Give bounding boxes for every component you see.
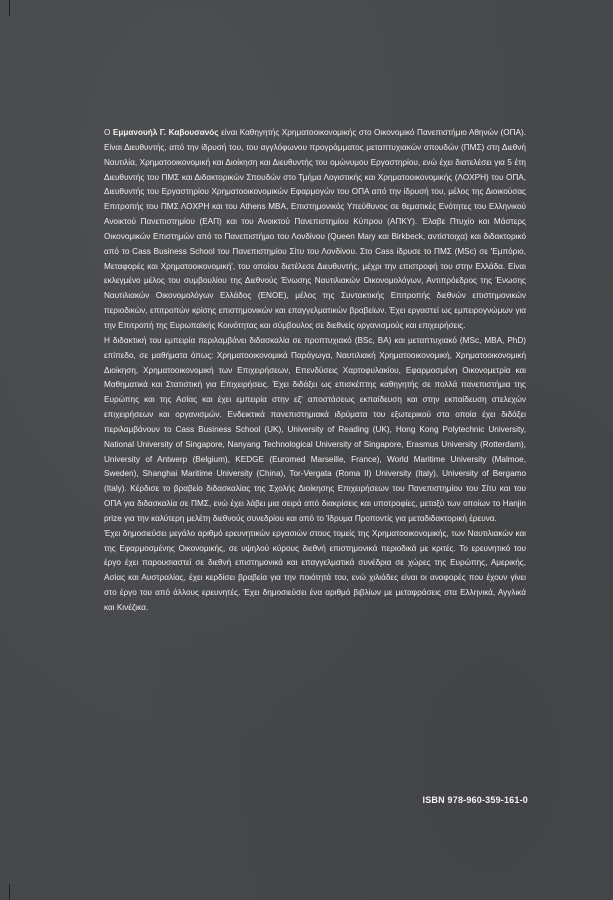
- teaching-paragraph: Η διδακτική του εμπειρία περιλαμβάνει διδασκαλία σε προπτυχιακό (BSc, BA) και μεταπτυχιακό (MSc, MBA, PhD) επίπεδο, σε μαθήματα όπως: Χρηματοοικονομικά Παράγωγα, Ναυτιλιακή Χρηματοοικονομική, Χρηματοοικονομική Διοίκηση, Χρηματοοικονομική των Επιχειρήσεων, Επενδύσεις Χαρτοφυλακίου, Εφαρμοσμένη Οικονομετρία και Μαθηματικά και Στατιστική για Επιχειρήσεις. Έχει διδάξει ως επισκέπτης καθηγητής σε πολλά πανεπιστήμια της Ευρώπης και της Ασίας και έχει εμπειρία στην εξ' αποστάσεως εκπαίδευση και στην εκπαίδευση στελεχών επιχειρήσεων και οργανισμών. Ενδεικτικά πανεπιστημιακά ιδρύματα του εξωτερικού στα οποία έχει διδάξει περιλαμβάνουν το Cass Business School (UK), University of Reading (UK), Hong Kong Polytechnic University, National University of Singapore, Nanyang Technological University of Singapore, Erasmus University (Rotterdam), University of Antwerp (Belgium), KEDGE (Euromed Marseille, France), World Maritime University (Malmoe, Sweden), Shanghai Maritime University (China), Tor-Vergata (Roma II) University (Italy), University of Bergamo (Italy). Κέρδισε το βραβείο διδασκαλίας της Σχολής Διοίκησης Επιχειρήσεων του Πανεπιστημίου του Σίτυ και του ΟΠΑ για διδασκαλία σε ΠΜΣ, ενώ έχει λάβει μια σειρά από διακρίσεις και υποτροφίες, μεταξύ των οποίων το Hanjin prize για την καλύτερη μελέτη διεθνούς συνεδρίου και από το Ίδρυμα Προποντίς για μεταδιδακτορική έρευνα.: [104, 335, 526, 523]
- research-paragraph: Έχει δημοσιεύσει μεγάλο αριθμό ερευνητικών εργασιών στους τομείς της Χρηματοοικονομικής, των Ναυτιλιακών και της Εφαρμοσμένης Οικονομικής, σε υψηλού κύρους διεθνή επιστημονικά περιοδικά με κριτές. Το ερευνητικό του έργο έχει παρουσιαστεί σε διεθνή επιστημονικά και επαγγελματικά συνέδρια σε χώρες της Ευρώπης, Αμερικής, Ασίας και Αυστραλίας, έχει κερδίσει βραβεία για την ποιότητά του, ενώ χιλιάδες είναι οι αναφορές που έχουν γίνει στο έργο του από άλλους ερευνητές. Έχει δημοσιεύσει ένα αριθμό βιβλίων με μεταφράσεις στα Ελληνικά, Αγγλικά και Κινέζικα.: [104, 528, 526, 612]
- bio-paragraph: [104, 126, 526, 334]
- bio-prefix: Ο: [104, 128, 113, 137]
- crop-mark-bottom: [9, 884, 10, 900]
- isbn-number: ISBN 978-960-359-161-0: [422, 795, 528, 805]
- author-name: Εμμανουήλ Γ. Καβουσανός: [112, 128, 219, 137]
- author-biography: [104, 126, 526, 616]
- bio-text: είναι Καθηγητής Χρηματοοικονομικής στο Οικονομικό Πανεπιστήμιο Αθηνών (ΟΠΑ). Είναι Διευθυντής, από την ίδρυσή του, του αγγλόφωνου προγράμματος μεταπτυχιακών σπουδών (ΠΜΣ) στη Διεθνή Ναυτιλία, Χρηματοοικονομική και Διοίκηση και Διευθυντής του ομώνυμου Εργαστηρίου, ενώ έχει διατελέσει για 5 έτη Διευθυντής του ΠΜΣ και Διδακτορικών Σπουδών στο Τμήμα Λογιστικής και Χρηματοοικονομικής (ΛΟΧΡΗ) του ΟΠΑ, Διευθυντής του Εργαστηρίου Χρηματοοικονομικών Εφαρμογών του ΟΠΑ από την ίδρυσή του, μέλος της Διοικούσας Επιτροπής του ΠΜΣ ΛΟΧΡΗ και του Athens MBA, Επιστημονικός Υπεύθυνος σε θεματικές Ενότητες του Ελληνικού Ανοικτού Πανεπιστημίου (ΕΑΠ) και του Ανοικτού Πανεπιστημίου Κύπρου (ΑΠΚΥ). Έλαβε Πτυχίο και Μάστερς Οικονομικών Επιστημών από το Πανεπιστήμιο του Λονδίνου (Queen Mary και Birkbeck, αντίστοιχα) και διδακτορικό από το Cass Business School του Πανεπιστημίου Σίτυ του Λονδίνου. Στο Cass ίδρυσε το ΠΜΣ (MSc) σε 'Εμπόριο, Μεταφορές και Χρηματοοικονομική', του οποίου διετέλεσε Διευθυντής, μέχρι την επιστροφή του στην Ελλάδα. Είναι εκλεγμένο μέλος του συμβουλίου της Διεθνούς Ένωσης Ναυτιλιακών Οικονομολόγων, Αντιπρόεδρος της Ένωσης Ναυτιλιακών Οικονομολόγων Ελλάδος (ΕΝΟΕ), μέλος της Συντακτικής Επιτροπής διεθνών επιστημονικών περιοδικών, επιτροπών κρίσης επιστημονικών και επαγγελματικών βραβείων. Έχει εργαστεί ως εμπειρογνώμων για την Επιτροπή της Ευρωπαϊκής Κοινότητας και σύμβουλος σε διεθνείς οργανισμούς και επιχειρήσεις.: [104, 128, 527, 330]
- crop-mark-top: [9, 0, 10, 16]
